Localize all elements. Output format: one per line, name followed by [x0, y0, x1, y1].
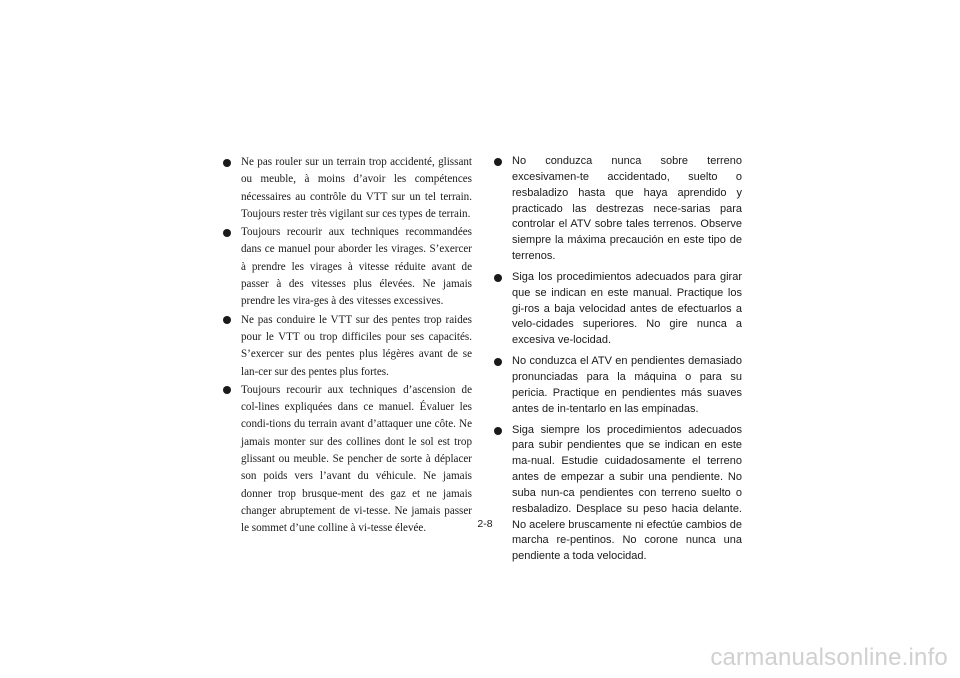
list-item-text: No conduzca nunca sobre terreno excesivamen-te accidentado, suelto o resbaladizo hasta que haya aprendido y practicado las destrezas nece-sarias para controlar el ATV sobre tales terrenos. Observe siempre la máxima precaución en este tipo de terrenos. — [512, 155, 742, 263]
bullet-icon — [223, 316, 231, 324]
list-item — [493, 154, 742, 265]
list-item-text: Siga los procedimientos adecuados para girar que se indican en este manual. Practique los gi-ros a baja velocidad antes de efectuarlos a velo-cidades superiores. No gire nunca a excesiva ve-locidad. — [512, 270, 742, 347]
bullet-icon — [494, 427, 502, 435]
watermark-text: carmanualsonline.info — [710, 644, 948, 671]
list-item-text: Toujours recourir aux techniques recommandées dans ce manuel pour aborder les virages. S’exercer à prendre les virages à vitesse réduite avant de passer à des vitesses plus élevées. Ne jamais prendre les vira-ges à des vitesses excessives. — [241, 226, 472, 308]
bullet-icon — [494, 158, 502, 166]
list-item-text: No conduzca el ATV en pendientes demasiado pronunciadas para la máquina o para su pericia. Practique en pendientes más suaves antes de in-tentarlo en las empinadas. — [512, 355, 742, 415]
list-item-text: Ne pas rouler sur un terrain trop accidenté, glissant ou meuble, à moins d’avoir les compétences nécessaires au contrôle du VTT sur un tel terrain. Toujours rester très vigilant sur ces types de terrain. — [241, 156, 472, 220]
bullet-icon — [494, 274, 502, 282]
list-item — [493, 270, 742, 349]
list-item — [222, 382, 472, 538]
bullet-icon — [494, 358, 502, 366]
bullet-icon — [223, 386, 231, 394]
spanish-warning-list — [493, 154, 742, 570]
list-item-text: Ne pas conduire le VTT sur des pentes trop raides pour le VTT ou trop difficiles pour ses capacités. S’exercer sur des pentes plus légères avant de se lan-cer sur des pentes plus fortes. — [241, 313, 472, 378]
bullet-icon — [223, 229, 231, 237]
page-number: 2-8 — [477, 518, 493, 530]
list-item — [222, 312, 472, 381]
list-item-text: Siga siempre los procedimientos adecuados para subir pendientes que se indican en este ma-nual. Estudie cuidadosamente el terreno antes de empezar a subir una pendiente. No suba nun-ca pendientes con terreno suelto o resbaladizo. Desplace su peso hacia delante. No acelere bruscamente ni efectúe cambios de marcha re-pentinos. No corone nunca una pendiente a toda velocidad. — [512, 423, 742, 563]
list-item — [493, 423, 742, 566]
list-item — [222, 224, 472, 310]
bullet-icon — [223, 159, 231, 167]
list-item — [222, 154, 472, 223]
list-item — [493, 354, 742, 417]
french-warning-list — [222, 154, 472, 539]
list-item-text: Toujours recourir aux techniques d’ascension de col-lines expliquées dans ce manuel. Évaluer les condi-tions du terrain avant d’attaquer une côte. Ne jamais monter sur des collines dont le sol est trop glissant ou meuble. Se pencher de sorte à déplacer son poids vers l’avant du véhicule. Ne jamais donner trop brusque-ment des gaz et ne jamais changer abruptement de vi-tesse. Ne jamais passer le sommet d’une colline à vi-tesse élevée. — [241, 383, 472, 535]
